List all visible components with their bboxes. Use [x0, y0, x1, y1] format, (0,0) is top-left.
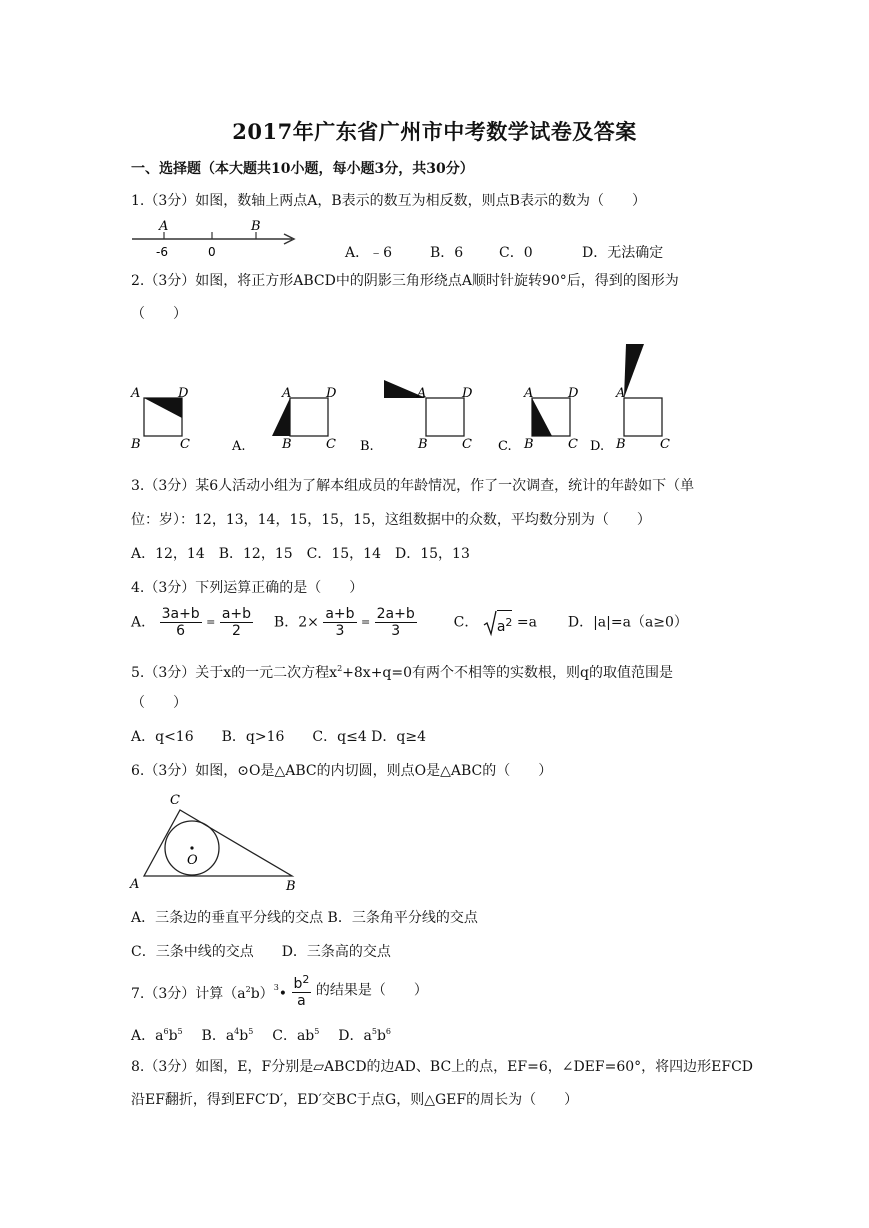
q7-option-b: B．$a^4b^5$ — [201, 1027, 254, 1044]
question-8-stem: 8.（3分）如图，E，F分别是▱ABCD的边AD、BC上的点，EF=6，∠DEF=60°，将四边形EFCD — [131, 1059, 754, 1075]
q6-options-line2: C．三条中线的交点 D．三条高的交点 — [131, 944, 391, 960]
tick-label-a: -6 — [156, 245, 168, 259]
svg-text:A: A — [282, 386, 292, 401]
q6-options-line1: A．三条边的垂直平分线的交点 B．三条角平分线的交点 — [131, 910, 478, 926]
q1-option-c: C．0 — [499, 245, 533, 261]
svg-text:C: C — [326, 437, 336, 452]
svg-text:B: B — [524, 437, 534, 452]
svg-text:A: A — [130, 877, 140, 892]
svg-text:A.: A. — [232, 439, 246, 454]
question-2-stem: 2.（3分）如图，将正方形ABCD中的阴影三角形绕点A顺时针旋转90°后，得到的图形为 — [131, 273, 679, 289]
svg-text:A: A — [131, 386, 141, 401]
q2-figures — [128, 340, 688, 456]
question-3-stem: 3.（3分）某6人活动小组为了解本组成员的年龄情况，作了一次调查，统计的年龄如下（单 — [131, 478, 695, 494]
svg-text:B: B — [616, 437, 626, 452]
svg-text:C: C — [568, 437, 578, 452]
svg-text:D.: D. — [590, 439, 605, 454]
svg-text:B.: B. — [360, 439, 374, 454]
q1-option-a: A．﹣6 — [345, 245, 393, 261]
question-4-stem: 4.（3分）下列运算正确的是（ ） — [131, 580, 364, 596]
question-5-stem-cont: （ ） — [131, 695, 187, 711]
page-title: 2017年广东省广州市中考数学试卷及答案 — [232, 119, 637, 144]
svg-text:D: D — [568, 386, 579, 401]
q1-option-b: B．6 — [430, 245, 464, 261]
q4-options: A． $\frac{3a+b}{6}$ = $\frac{a+b}{2}$ B．2× $\frac{a+b}{3}$ = $\frac{2a+b}{3}$ C． $a^2 =a$ D．|a|=a（a≥0） — [131, 606, 688, 639]
svg-text:B: B — [282, 437, 292, 452]
question-6-stem: 6.（3分）如图，⊙O是△ABC的内切圆，则点O是△ABC的（ ） — [131, 763, 553, 779]
svg-text:C.: C. — [498, 439, 512, 454]
point-a-label: A — [159, 219, 169, 234]
svg-text:C: C — [660, 437, 670, 452]
point-b-label: B — [251, 219, 261, 234]
svg-text:C: C — [170, 793, 180, 808]
q5-options: A．q<16 B．q>16 C．q≤4 D．q≥4 — [131, 729, 426, 745]
incircle-triangle-figure — [128, 790, 308, 896]
section-heading: 一、选择题（本大题共10小题，每小题3分，共30分） — [131, 161, 474, 177]
svg-text:C: C — [462, 437, 472, 452]
q7-options — [131, 1023, 391, 1045]
svg-text:D: D — [178, 386, 189, 401]
svg-text:B: B — [418, 437, 428, 452]
question-5-stem: 5.（3分）关于x的一元二次方程$x^2+8x+q=0$有两个不相等的实数根，则q的取值范围是 — [131, 664, 673, 681]
question-7-stem: 7.（3分）计算$(a^2b)^3•$ $\frac{b^2}{a}$ 的结果是（ ） — [131, 973, 428, 1009]
q3-options: A．12，14 B．12，15 C．15，14 D．15，13 — [131, 546, 470, 562]
svg-text:B: B — [286, 879, 296, 894]
svg-text:O: O — [187, 853, 198, 868]
tick-label-zero: 0 — [208, 245, 216, 259]
svg-text:A: A — [417, 386, 427, 401]
svg-text:A: A — [524, 386, 534, 401]
q7-option-d: D．$a^5b^6$ — [338, 1027, 391, 1044]
q1-option-d: D．无法确定 — [582, 245, 664, 261]
svg-text:B: B — [131, 437, 141, 452]
q7-option-c: C．$ab^5$ — [272, 1027, 320, 1044]
question-2-stem-cont: （ ） — [131, 306, 187, 322]
svg-text:A: A — [616, 386, 626, 401]
question-1-stem: 1.（3分）如图，数轴上两点A，B表示的数互为相反数，则点B表示的数为（ ） — [131, 193, 646, 209]
svg-text:D: D — [326, 386, 337, 401]
q7-option-a: A．$a^6b^5$ — [131, 1027, 183, 1044]
number-line-figure — [130, 216, 300, 262]
question-3-stem-cont: 位：岁）：12，13，14，15，15，15，这组数据中的众数，平均数分别为（ ） — [131, 512, 651, 528]
svg-text:C: C — [180, 437, 190, 452]
question-8-stem-cont: 沿EF翻折，得到EFC′D′，ED′交BC于点G，则△GEF的周长为（ ） — [131, 1092, 579, 1108]
svg-text:D: D — [462, 386, 473, 401]
